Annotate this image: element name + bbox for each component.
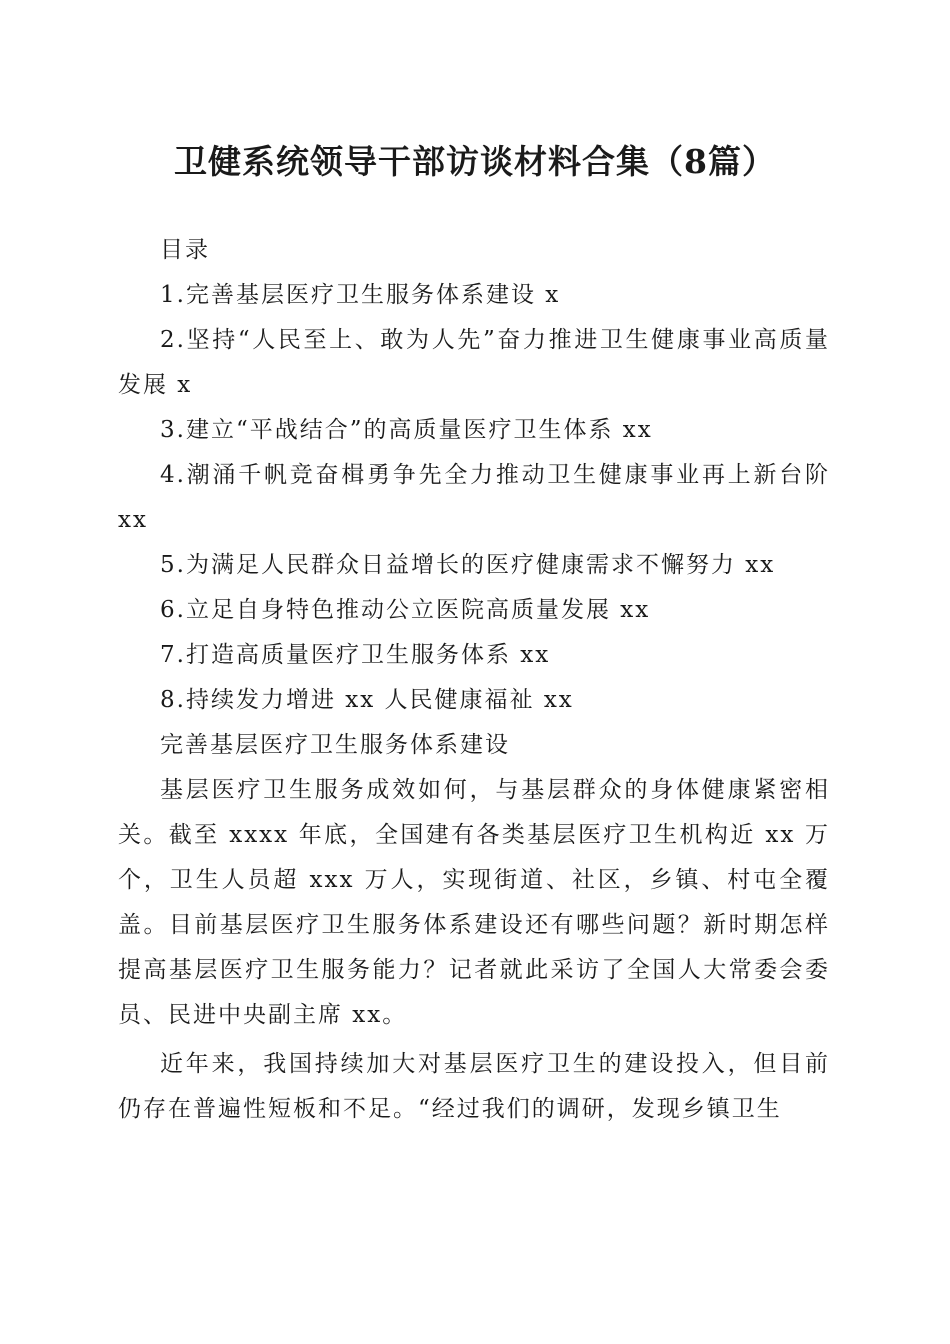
toc-item-2: 2.坚持“人民至上、敢为人先”奋力推进卫生健康事业高质量发展 x [118, 327, 830, 398]
body-paragraph-1: 基层医疗卫生服务成效如何，与基层群众的身体健康紧密相关。截至 xxxx 年底，全国建有各类基层医疗卫生机构近 xx 万个，卫生人员超 xxx 万人，实现街道、社区，乡镇、村屯全覆盖。目前基层医疗卫生服务体系建设还有哪些问题？新时期怎样提高基层医疗卫生服务能力？记者就此采访了全国人大常委会委员、民进中央副主席 xx。 [118, 777, 830, 1028]
toc-item-5: 5.为满足人民群众日益增长的医疗健康需求不懈努力 xx [160, 552, 776, 578]
section-heading: 完善基层医疗卫生服务体系建设 [160, 732, 510, 758]
toc-item-8: 8.持续发力增进 xx 人民健康福祉 xx [160, 687, 574, 713]
document-body [118, 228, 830, 1132]
toc-item-6: 6.立足自身特色推动公立医院高质量发展 xx [160, 597, 651, 623]
toc-item-3: 3.建立“平战结合”的高质量医疗卫生体系 xx [160, 417, 653, 443]
toc-item-4: 4.潮涌千帆竞奋楫勇争先全力推动卫生健康事业再上新台阶 xx [118, 462, 830, 533]
toc-heading: 目录 [160, 237, 210, 263]
toc-item-7: 7.打造高质量医疗卫生服务体系 xx [160, 642, 551, 668]
body-paragraph-2: 近年来，我国持续加大对基层医疗卫生的建设投入，但目前仍存在普遍性短板和不足。“经过我们的调研，发现乡镇卫生 [118, 1051, 830, 1122]
toc-item-1: 1.完善基层医疗卫生服务体系建设 x [160, 282, 561, 308]
document-title: 卫健系统领导干部访谈材料合集（8篇） [174, 142, 776, 181]
